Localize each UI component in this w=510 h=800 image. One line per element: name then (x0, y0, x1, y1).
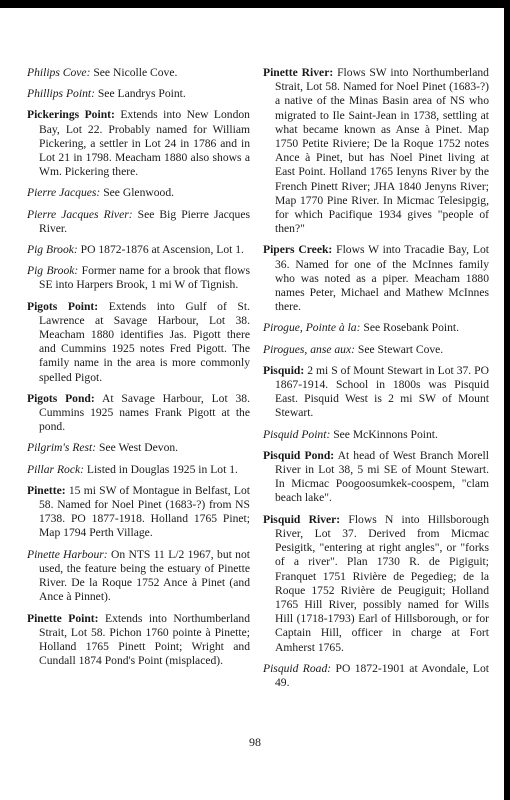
entry-headword: Pig Brook: (27, 243, 78, 257)
gazetteer-entry (263, 513, 489, 655)
entry-text: 15 mi SW of Montague in Belfast, Lot 58. Named for Noel Pinet (1683-?) from NS 1738. PO 1877-1918. Holland 1765 Pinet; Map 1794 Perth Village. (39, 483, 250, 540)
gazetteer-entry (27, 108, 250, 179)
entry-headword: Pipers Creek: (263, 243, 333, 257)
entry-text: PO 1872-1901 at Avondale, Lot 49. (275, 661, 489, 689)
gazetteer-entry (263, 343, 489, 357)
entry-text: See West Devon. (96, 441, 179, 455)
gazetteer-entry (27, 441, 250, 455)
gazetteer-entry (263, 662, 489, 690)
gazetteer-entry (263, 428, 489, 442)
gazetteer-entry (27, 243, 250, 257)
entry-text: At Savage Harbour, Lot 38. Cummins 1925 names Frank Pigott at the pond. (39, 391, 250, 434)
entry-headword: Pigots Pond: (27, 391, 95, 405)
entry-headword: Pinette Point: (27, 611, 99, 625)
entry-headword: Pig Brook: (27, 264, 79, 278)
gazetteer-entry (27, 264, 250, 292)
entry-text: See Big Pierre Jacques River. (39, 207, 250, 235)
entry-headword: Pierre Jacques: (27, 186, 101, 200)
entry-text: On NTS 11 L/2 1967, but not used, the feature being the estuary of Pinette River. De la Roque 1752 Ance à Pinet (and Ance à Pinnet). (39, 547, 251, 604)
gazetteer-entry (263, 321, 489, 335)
entry-text: Flows W into Tracadie Bay, Lot 36. Named for one of the McInnes family who was noted as a piper. Meacham 1880 names Peter, Michael and Mathew McInnes there. (275, 243, 489, 314)
entry-headword: Pisquid Pond: (263, 448, 335, 462)
entry-headword: Pisquid Point: (263, 427, 331, 441)
scan-edge-right (504, 0, 510, 800)
entry-headword: Pinette Harbour: (27, 547, 108, 561)
entry-text: Extends into Gulf of St. Lawrence at Savage Harbour, Lot 38. Meacham 1880 identifies Jas. Pigott there and Cummins 1925 notes Fred Pigott. The family name in the area is more commonly spelled Pigot. (39, 299, 250, 384)
gazetteer-entry (263, 449, 489, 506)
entry-headword: Pinette: (27, 483, 66, 497)
entry-headword: Pillar Rock: (27, 462, 84, 476)
entry-headword: Pisquid Road: (263, 661, 332, 675)
scan-edge-top (0, 0, 510, 8)
entry-headword: Pickerings Point: (27, 108, 115, 122)
entry-headword: Pilgrim's Rest: (27, 441, 97, 455)
left-column (27, 66, 250, 675)
entry-headword: Pierre Jacques River: (27, 207, 133, 221)
entry-text: PO 1872-1876 at Ascension, Lot 1. (77, 243, 244, 257)
gazetteer-entry (27, 300, 250, 385)
entry-text: Former name for a brook that flows SE into Harpers Brook, 1 mi W of Tignish. (39, 264, 251, 292)
gazetteer-entry (27, 484, 250, 541)
entry-text: See Glenwood. (100, 186, 175, 200)
entry-headword: Philips Cove: (27, 66, 91, 79)
entry-headword: Pirogue, Pointe à la: (263, 321, 361, 335)
entry-text: See Rosebank Point. (360, 321, 460, 335)
entry-text: See Stewart Cove. (354, 342, 444, 356)
entry-headword: Pisquid: (263, 363, 305, 377)
entry-headword: Pigots Point: (27, 299, 99, 313)
gazetteer-entry (27, 87, 250, 101)
entry-text: Extends into Northumberland Strait, Lot 58. Pichon 1760 pointe à Pinette; Holland 1765 Pinett Point; Wright and Cundall 1874 Pond's Point (misplaced). (39, 611, 250, 668)
gazetteer-entry (263, 364, 489, 421)
entry-text: Listed in Douglas 1925 in Lot 1. (83, 462, 238, 476)
gazetteer-entry (27, 186, 250, 200)
gazetteer-entry (27, 612, 250, 669)
entry-text: At head of West Branch Morell River in Lot 38, 5 mi SE of Mount Stewart. In Micmac Poogoosumkek-coospem, "clam beach lake". (275, 448, 489, 505)
right-column (263, 66, 489, 697)
gazetteer-entry (27, 463, 250, 477)
entry-headword: Phillips Point: (27, 87, 95, 101)
gazetteer-entry (27, 66, 250, 80)
page-number: 98 (249, 735, 261, 749)
entry-text: Flows SW into Northumberland Strait, Lot 58. Named for Noel Pinet (1683-?) a native of the Minas Basin area of NS who migrated to Ile Saint-Jean in 1738, settling at what became known as Anse à Pinet. Map 1750 Petite Riviere; De la Roque 1752 notes Ance à Pinet, but has Noel Pinet living at East Point. Holland 1765 Ienyns River by the French Pinett River; JHA 1840 Jenyns River; Map 1770 Pine River. In Micmac Telesipgig, for which Pacifique 1934 gives "people of then?" (275, 66, 489, 236)
entry-text: Flows N into Hillsborough River, Lot 37. Derived from Micmac Pesigitk, "entering at right angles", or "forks of a river". Plan 1730 R. de Pigiguit; Franquet 1751 Rivière de Pegedieg; de la Roque 1752 Rivière de Peugiguit; Holland 1765 Hill River, possibly named for Wills Hill (1718-1793) Earl of Hillsborough, or for Captain Hill, officer in charge at Fort Amherst 1765. (275, 512, 489, 654)
entry-text: See Landrys Point. (94, 87, 186, 101)
entry-headword: Pinette River: (263, 66, 334, 79)
gazetteer-entry (27, 392, 250, 435)
gazetteer-entry (27, 208, 250, 236)
gazetteer-entry (263, 243, 489, 314)
entry-text: See McKinnons Point. (330, 427, 438, 441)
gazetteer-entry (263, 66, 489, 236)
entry-headword: Pirogues, anse aux: (263, 342, 355, 356)
gazetteer-entry (27, 548, 250, 605)
entry-text: 2 mi S of Mount Stewart in Lot 37. PO 1867-1914. School in 1800s was Pisquid East. Pisquid West is 2 mi SW of Mount Stewart. (275, 363, 489, 420)
entry-headword: Pisquid River: (263, 512, 341, 526)
entry-text: Extends into New London Bay, Lot 22. Probably named for William Pickering, a settler in Lot 24 in 1786 and in Lot 21 in 1798. Meacham 1880 also shows a Wm. Pickering there. (39, 108, 250, 179)
entry-text: See Nicolle Cove. (90, 66, 178, 79)
